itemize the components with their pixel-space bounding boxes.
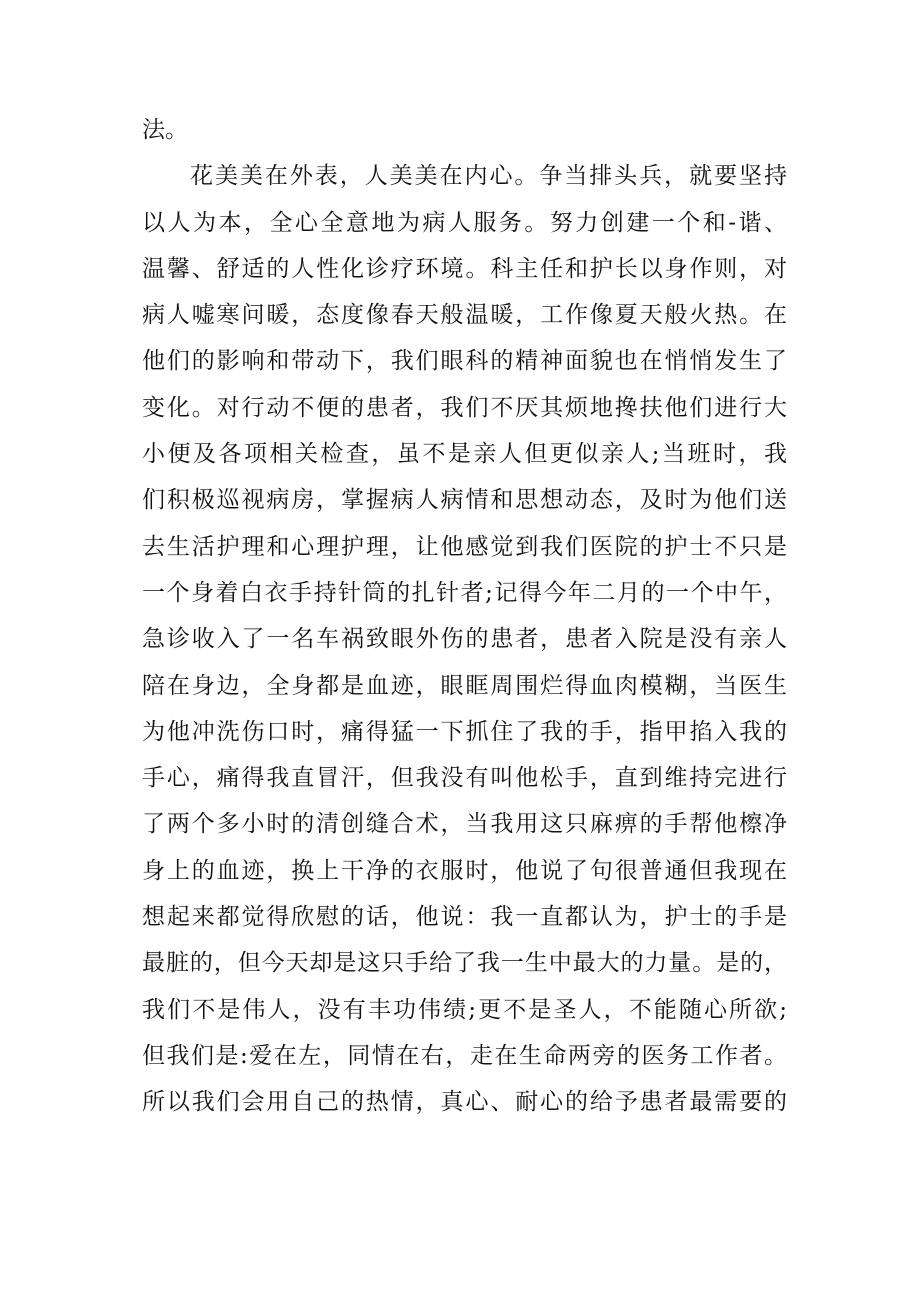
text-line: 温馨、舒适的人性化诊疗环境。科主任和护长以身作则，对 (142, 255, 787, 282)
text-line: 变化。对行动不便的患者，我们不厌其烦地搀扶他们进行大 (142, 394, 787, 421)
text-line: 法。 (142, 117, 188, 143)
text-line: 去生活护理和心理护理，让他感觉到我们医院的护士不只是 (142, 533, 787, 560)
body-text (142, 107, 787, 1126)
text-line: 了两个多小时的清创缝合术，当我用这只麻痹的手帮他檫净 (142, 811, 787, 838)
text-line: 急诊收入了一名车祸致眼外伤的患者，患者入院是没有亲人 (142, 626, 787, 653)
text-line: 病人嘘寒问暖，态度像春天般温暖，工作像夏天般火热。在 (142, 302, 787, 329)
text-line: 们积极巡视病房，掌握病人病情和思想动态，及时为他们送 (142, 487, 787, 514)
text-line: 陪在身边，全身都是血迹，眼眶周围烂得血肉模糊，当医生 (142, 672, 787, 699)
text-line: 小便及各项相关检查，虽不是亲人但更似亲人;当班时，我 (142, 441, 787, 468)
text-line: 想起来都觉得欣慰的话，他说：我一直都认为，护士的手是 (142, 904, 787, 931)
text-line: 花美美在外表，人美美在内心。争当排头兵，就要坚持 (190, 163, 787, 190)
text-line: 他们的影响和带动下，我们眼科的精神面貌也在悄悄发生了 (142, 348, 787, 375)
text-line: 但我们是:爱在左，同情在右，走在生命两旁的医务工作者。 (142, 1042, 787, 1069)
text-line: 最脏的，但今天却是这只手给了我一生中最大的力量。是的， (142, 950, 787, 977)
text-line: 我们不是伟人，没有丰功伟绩;更不是圣人，不能随心所欲; (142, 996, 787, 1023)
text-line: 所以我们会用自己的热情，真心、耐心的给予患者最需要的 (142, 1089, 787, 1116)
text-line: 以人为本，全心全意地为病人服务。努力创建一个和-谐、 (142, 209, 787, 236)
text-line: 手心，痛得我直冒汗，但我没有叫他松手，直到维持完进行 (142, 765, 787, 792)
text-line: 身上的血迹，换上干净的衣服时，他说了句很普通但我现在 (142, 857, 787, 884)
text-line: 为他冲洗伤口时，痛得猛一下抓住了我的手，指甲掐入我的 (142, 718, 787, 745)
text-line: 一个身着白衣手持针筒的扎针者;记得今年二月的一个中午， (142, 579, 787, 606)
